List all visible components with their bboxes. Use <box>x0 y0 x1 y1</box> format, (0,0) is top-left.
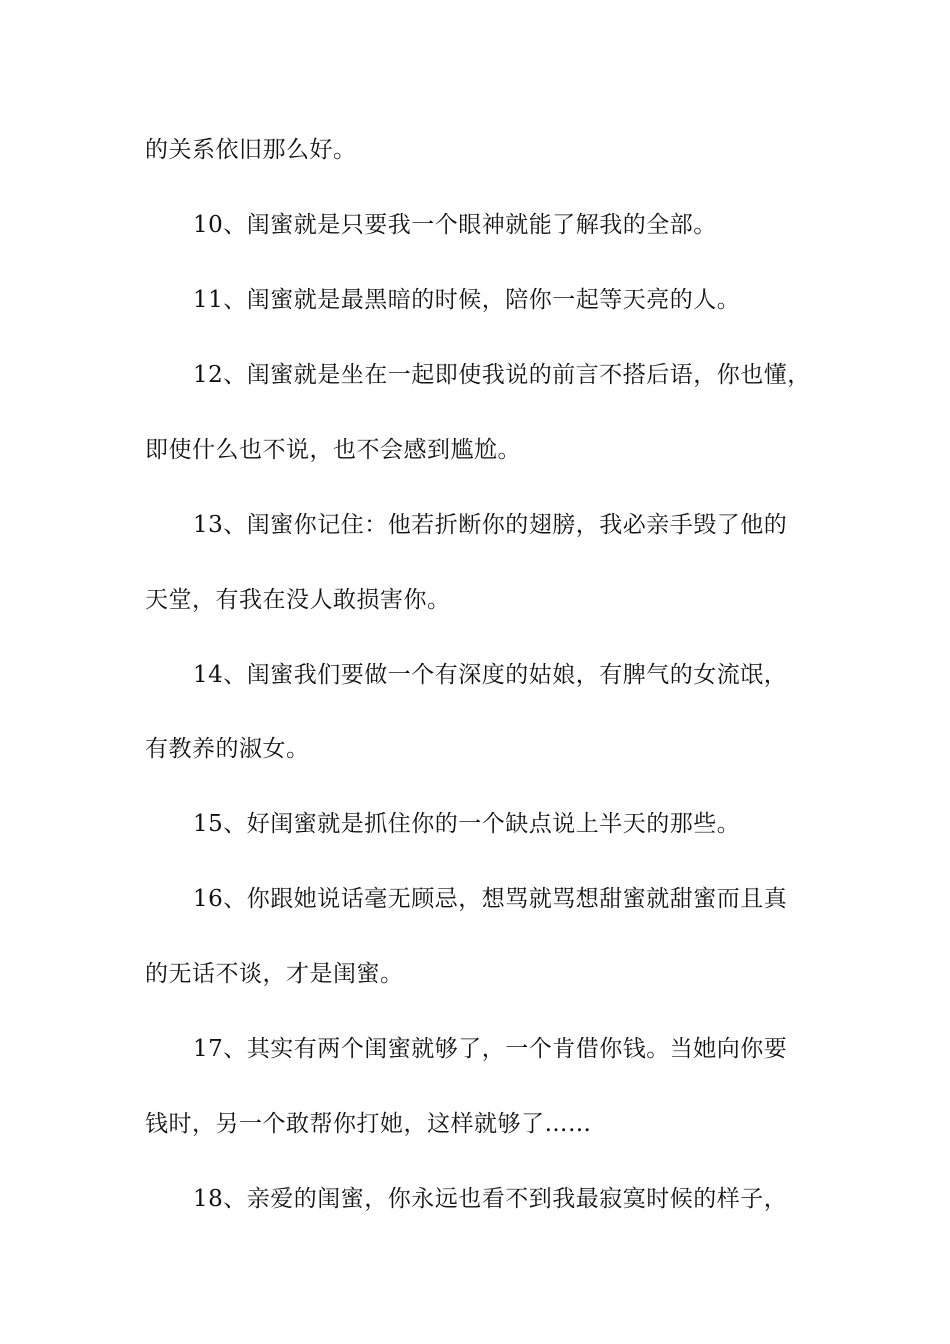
text-line: 天堂，有我在没人敢损害你。 <box>145 587 451 613</box>
text-line: 18、亲爱的闺蜜，你永远也看不到我最寂寞时候的样子， <box>193 1186 788 1212</box>
text-line: 即使什么也不说，也不会感到尴尬。 <box>145 437 521 463</box>
text-line: 10、闺蜜就是只要我一个眼神就能了解我的全部。 <box>193 212 717 238</box>
text-line: 13、闺蜜你记住：他若折断你的翅膀，我必亲手毁了他的 <box>193 512 788 538</box>
text-line: 16、你跟她说话毫无顾忌，想骂就骂想甜蜜就甜蜜而且真 <box>193 886 788 912</box>
text-line: 15、好闺蜜就是抓住你的一个缺点说上半天的那些。 <box>193 811 741 837</box>
text-line: 12、闺蜜就是坐在一起即使我说的前言不搭后语，你也懂， <box>193 362 811 388</box>
text-line: 钱时，另一个敢帮你打她，这样就够了…… <box>145 1111 592 1137</box>
text-line: 11、闺蜜就是最黑暗的时候，陪你一起等天亮的人。 <box>193 287 741 313</box>
text-line: 的无话不谈，才是闺蜜。 <box>145 961 404 987</box>
text-line: 14、闺蜜我们要做一个有深度的姑娘，有脾气的女流氓， <box>193 662 788 688</box>
text-line: 的关系依旧那么好。 <box>145 137 357 163</box>
text-line: 有教养的淑女。 <box>145 736 310 762</box>
text-line: 17、其实有两个闺蜜就够了，一个肯借你钱。当她向你要 <box>193 1036 788 1062</box>
